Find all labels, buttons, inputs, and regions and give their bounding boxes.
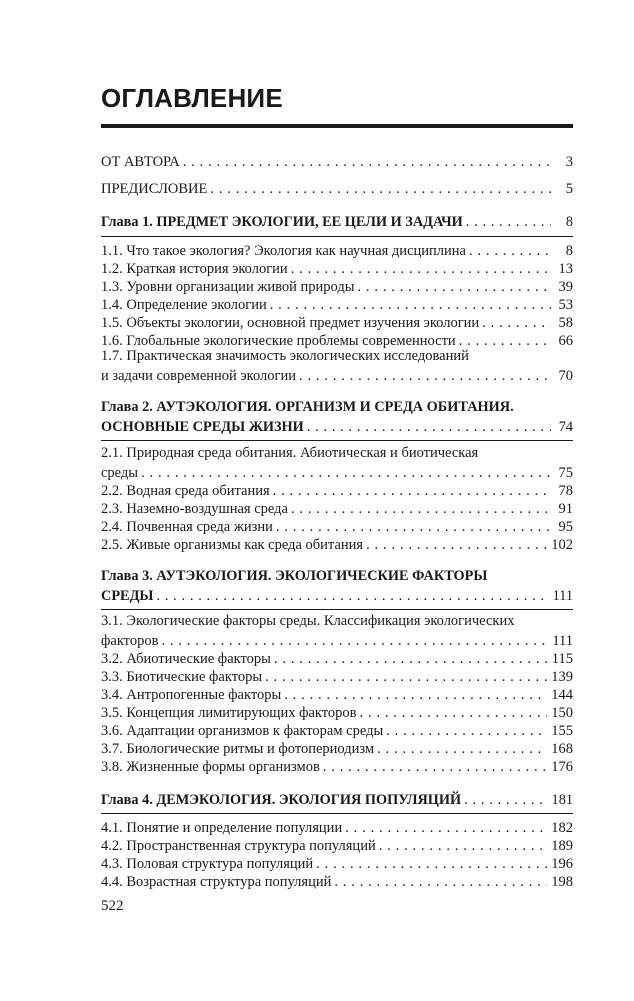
dot-leader: [299, 367, 551, 385]
toc-section[interactable]: [101, 720, 573, 740]
toc-section-title: 4.2. Пространственная структура популяций: [101, 838, 376, 854]
toc-entry-title: ПРЕДИСЛОВИЕ: [101, 181, 208, 197]
toc-section[interactable]: [101, 294, 573, 314]
toc-section[interactable]: [101, 853, 573, 873]
toc-section[interactable]: [101, 365, 573, 385]
toc-section[interactable]: [101, 480, 573, 500]
toc-section[interactable]: [101, 702, 573, 722]
toc-section[interactable]: [101, 738, 573, 758]
toc-chapter-title-line1: Глава 3. АУТЭКОЛОГИЯ. ЭКОЛОГИЧЕСКИЕ ФАКТОРЫ: [101, 568, 488, 584]
toc-section-title: 1.2. Краткая история экологии: [101, 261, 288, 277]
toc-entry-page: 13: [558, 261, 573, 277]
toc-entry-page: 189: [551, 838, 573, 854]
toc-section-title: 3.7. Биологические ритмы и фотопериодизм: [101, 741, 375, 757]
dot-leader: [156, 587, 548, 605]
toc-section[interactable]: [101, 630, 573, 650]
toc-entry-page: 102: [551, 537, 573, 553]
toc-entry-page: 66: [558, 333, 573, 349]
toc-entry-page: 150: [551, 705, 573, 721]
section-rule: [101, 609, 573, 610]
toc-entry-page: 3: [565, 154, 573, 170]
dot-leader: [323, 758, 547, 776]
toc-section[interactable]: [101, 817, 573, 837]
toc-entry-page: 39: [558, 279, 573, 295]
toc-section[interactable]: [101, 240, 573, 260]
toc-section[interactable]: [101, 258, 573, 278]
toc-entry-page: 74: [558, 419, 573, 435]
toc-section-title: 1.5. Объекты экологии, основной предмет изучения экологии: [101, 315, 480, 331]
toc-entry-title: ОТ АВТОРА: [101, 154, 180, 170]
toc-section[interactable]: [101, 666, 573, 686]
toc-entry-page: 78: [558, 483, 573, 499]
toc-entry-page: 8: [565, 243, 573, 259]
toc-entry-page: 91: [558, 501, 573, 517]
dot-leader: [464, 791, 547, 809]
toc-section[interactable]: [101, 835, 573, 855]
toc-entry-page: 181: [551, 792, 573, 808]
toc-section-title: 4.1. Понятие и определение популяции: [101, 820, 343, 836]
toc-entry-page: 139: [551, 669, 573, 685]
toc-entry-page: 182: [551, 820, 573, 836]
toc-chapter-title: ОСНОВНЫЕ СРЕДЫ ЖИЗНИ: [101, 419, 304, 435]
heading-rule: [101, 124, 573, 128]
dot-leader: [210, 180, 551, 198]
page-number: 522: [101, 898, 124, 914]
toc-entry-page: 53: [558, 297, 573, 313]
toc-section-title: 3.2. Абиотические факторы: [101, 651, 271, 667]
toc-entry-author[interactable]: [101, 151, 573, 171]
toc-entry-page: 155: [551, 723, 573, 739]
toc-section-title: 1.4. Определение экологии: [101, 297, 267, 313]
toc-section[interactable]: [101, 312, 573, 332]
toc-chapter-title: Глава 4. ДЕМЭКОЛОГИЯ. ЭКОЛОГИЯ ПОПУЛЯЦИЙ: [101, 792, 462, 808]
toc-entry-page: 198: [551, 874, 573, 890]
toc-chapter-title-line1: Глава 2. АУТЭКОЛОГИЯ. ОРГАНИЗМ И СРЕДА ОБИТАНИЯ.: [101, 399, 514, 415]
dot-leader: [366, 536, 547, 554]
toc-chapter-2[interactable]: [101, 416, 573, 436]
toc-section-title: 2.3. Наземно-воздушная среда: [101, 501, 288, 517]
toc-entry-page: 5: [565, 181, 573, 197]
toc-chapter-3[interactable]: [101, 585, 573, 605]
toc-section-title: 3.5. Концепция лимитирующих факторов: [101, 705, 357, 721]
toc-section-title: 1.6. Глобальные экологические проблемы современности: [101, 333, 456, 349]
toc-section-title: 3.6. Адаптации организмов к факторам среды: [101, 723, 384, 739]
toc-chapter-title: СРЕДЫ: [101, 588, 154, 604]
toc-chapter-1[interactable]: [101, 211, 573, 231]
toc-section-title: среды: [101, 465, 139, 481]
toc-section-title-line1: 1.7. Практическая значимость экологических исследований: [101, 348, 469, 364]
page-heading: ОГЛАВЛЕНИЕ: [101, 83, 283, 113]
toc-section[interactable]: [101, 684, 573, 704]
toc-entry-page: 168: [551, 741, 573, 757]
toc-entry-page: 70: [558, 368, 573, 384]
toc-section[interactable]: [101, 648, 573, 668]
dot-leader: [183, 153, 551, 171]
toc-section[interactable]: [101, 276, 573, 296]
toc-section-title: 3.3. Биотические факторы: [101, 669, 263, 685]
toc-entry-page: 115: [551, 651, 573, 667]
toc-section-title: 1.3. Уровни организации живой природы: [101, 279, 355, 295]
toc-entry-page: 58: [558, 315, 573, 331]
toc-section-title: 3.8. Жизненные формы организмов: [101, 759, 320, 775]
toc-chapter-4[interactable]: [101, 789, 573, 809]
section-rule: [101, 236, 573, 237]
toc-chapter-title: Глава 1. ПРЕДМЕТ ЭКОЛОГИИ, ЕЕ ЦЕЛИ И ЗАДАЧИ: [101, 214, 463, 230]
toc-section[interactable]: [101, 498, 573, 518]
toc-section-title: 2.4. Почвенная среда жизни: [101, 519, 273, 535]
toc-entry-page: 196: [551, 856, 573, 872]
dot-leader: [334, 873, 547, 891]
dot-leader: [307, 418, 551, 436]
toc-entry-page: 111: [552, 588, 573, 604]
toc-entry-page: 111: [552, 633, 573, 649]
toc-entry-page: 176: [551, 759, 573, 775]
toc-section-title-line1: 2.1. Природная среда обитания. Абиотическая и биотическая: [101, 445, 479, 461]
toc-section-title: факторов: [101, 633, 159, 649]
toc-section-title: 1.1. Что такое экология? Экология как научная дисциплина: [101, 243, 466, 259]
section-rule: [101, 813, 573, 814]
toc-section-title: 4.4. Возрастная структура популяций: [101, 874, 332, 890]
toc-section-title: 3.4. Антропогенные факторы: [101, 687, 282, 703]
toc-entry-page: 95: [558, 519, 573, 535]
toc-section-title: и задачи современной экологии: [101, 368, 296, 384]
dot-leader: [466, 213, 551, 231]
toc-section[interactable]: [101, 871, 573, 891]
toc-section[interactable]: [101, 534, 573, 554]
toc-section[interactable]: [101, 516, 573, 536]
toc-entry-preface[interactable]: [101, 178, 573, 198]
toc-section[interactable]: [101, 462, 573, 482]
toc-entry-page: 144: [551, 687, 573, 703]
toc-section-title: 2.2. Водная среда обитания: [101, 483, 270, 499]
toc-section[interactable]: [101, 756, 573, 776]
toc-section-title: 2.5. Живые организмы как среда обитания: [101, 537, 364, 553]
toc-entry-page: 8: [565, 214, 573, 230]
toc-section-title: 4.3. Половая структура популяций: [101, 856, 314, 872]
section-rule: [101, 440, 573, 441]
toc-entry-page: 75: [558, 465, 573, 481]
toc-section-title-line1: 3.1. Экологические факторы среды. Классификация экологических: [101, 613, 515, 629]
